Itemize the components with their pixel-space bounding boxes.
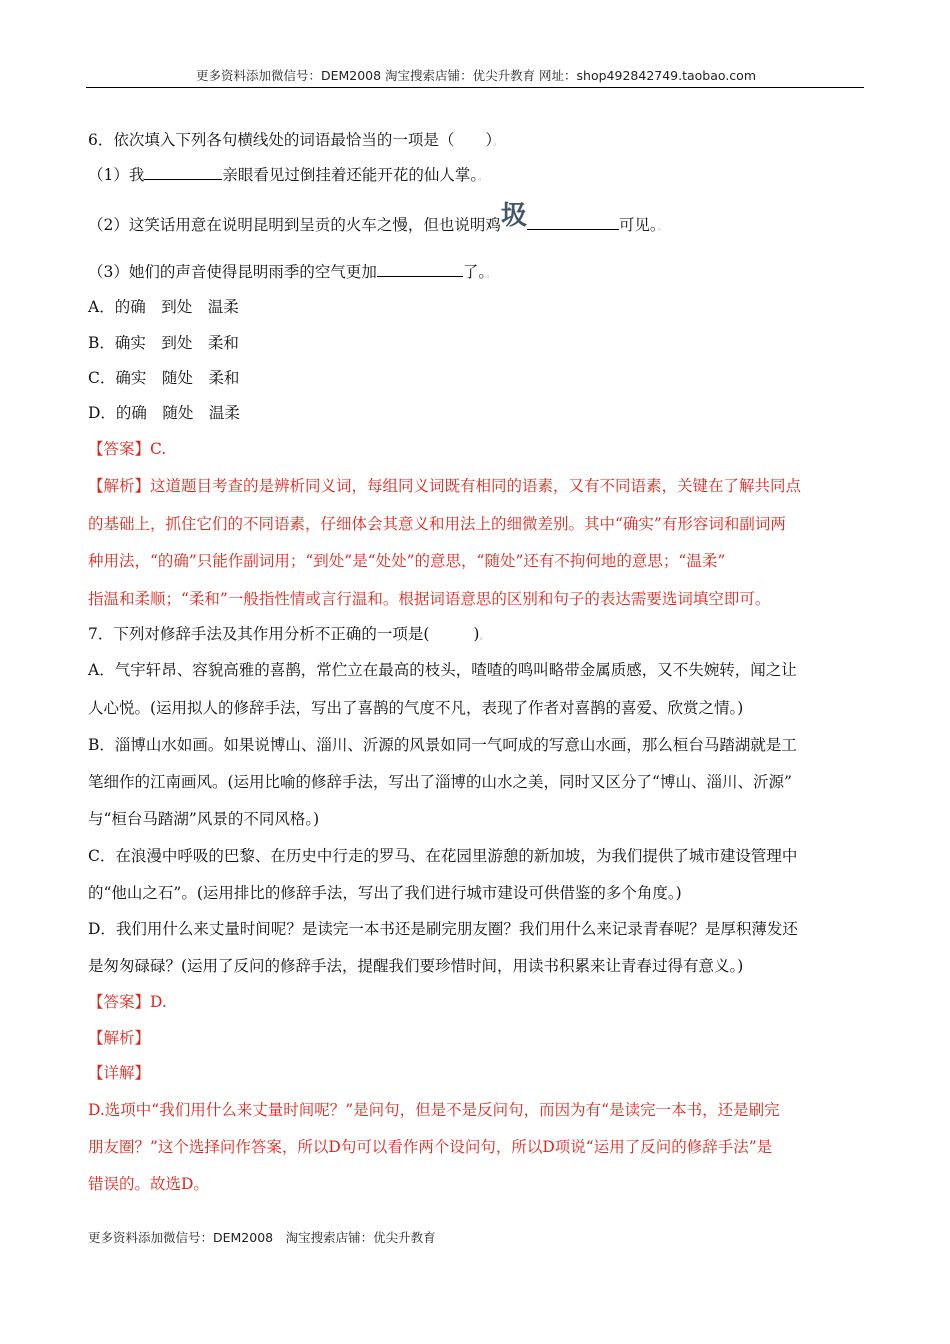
q6-analysis-line-2: 的基础上，抓住它们的不同语素，仔细体会其意义和用法上的细微差别。其中“确实”有形容词和副词两 — [88, 515, 786, 533]
q7-option-a-line-1: A．气宇轩昂、容貌高雅的喜鹊，常伫立在最高的枝头，喳喳的鸣叫略带金属质感，又不失婉转，闻之让 — [88, 661, 797, 679]
q6-s1-prefix: （1）我 — [88, 166, 145, 184]
q7-option-c-line-1: C．在浪漫中呼吸的巴黎、在历史中行走的罗马、在花园里游憩的新加坡，为我们提供了城市建设管理中 — [88, 847, 798, 865]
q6-option-b: B．确实 到处 柔和 — [88, 334, 239, 352]
q6-sentence-1: （1）我 亲眼看见过倒挂着还能开花的仙人掌。。 — [88, 166, 488, 184]
fill-blank-1 — [144, 165, 222, 180]
page-header: 更多资料添加微信号：DEM2008 淘宝搜索店铺：优尖升教育 网址：shop492842749.taobao.com — [195, 68, 757, 83]
q6-analysis-line-1: 【解析】这道题目考查的是辨析同义词，每组同义词既有相同的语素，又有不同语素，关键在了解共同点 — [88, 477, 802, 495]
q7-option-b-line-1: B．淄博山水如画。如果说博山、淄川、沂源的风景如同一气呵成的写意山水画，那么桓台马踏湖就是工 — [88, 736, 797, 754]
q6-analysis-line-3: 种用法，“的确”只能作副词用；“到处”是“处处”的意思，“随处”还有不拘何地的意思；“温柔” — [88, 552, 726, 570]
q6-s3-suffix: 了。 — [462, 263, 487, 281]
q6-s2-suffix: 可见。 — [618, 216, 658, 234]
fill-blank-2 — [527, 215, 619, 230]
q6-stem-text: 6．依次填入下列各句横线处的词语最恰当的一项是（ ） — [88, 131, 494, 149]
q7-option-c-line-2: 的“他山之石”。(运用排比的修辞手法，写出了我们进行城市建设可供借鉴的多个角度。) — [88, 884, 682, 902]
q7-detail-label: 【详解】 — [88, 1064, 151, 1082]
page-footer: 更多资料添加微信号：DEM2008 淘宝搜索店铺：优尖升教育 — [88, 1230, 436, 1245]
q6-s1-suffix: 亲眼看见过倒挂着还能开花的仙人掌。 — [222, 166, 479, 184]
q6-sentence-2: （2）这笑话用意在说明昆明到呈贡的火车之慢，但也说明鸡圾 可见。。 — [88, 201, 667, 234]
q7-option-b-line-2: 笔细作的江南画风。(运用比喻的修辞手法，写出了淄博的山水之美，同时又区分了“博山、淄川、沂源” — [88, 773, 792, 791]
q7-detail-line-3: 错误的。故选D。 — [88, 1175, 209, 1193]
q7-option-b-line-3: 与“桓台马踏湖”风景的不同风格。) — [88, 810, 320, 828]
q6-option-a: A．的确 到处 温柔 — [88, 298, 239, 316]
q7-answer: 【答案】D. — [88, 993, 167, 1011]
character-image: 圾 — [500, 201, 527, 231]
q7-stem-close: ) — [473, 625, 480, 643]
q6-s2-prefix: （2）这笑话用意在说明昆明到呈贡的火车之慢，但也说明鸡 — [88, 216, 501, 234]
q6-analysis-line-4: 指温和柔顺；“柔和”一般指性情或言行温和。根据词语意思的区别和句子的表达需要选词填空即可。 — [88, 590, 771, 608]
q7-detail-line-1: D.选项中“我们用什么来丈量时间呢？”是问句，但是不是反问句，而因为有“是读完一本书，还是刷完 — [88, 1101, 780, 1119]
q6-s3-prefix: （3）她们的声音使得昆明雨季的空气更加 — [88, 263, 377, 281]
q7-stem-text: 7．下列对修辞手法及其作用分析不正确的一项是( — [88, 625, 430, 643]
q6-sentence-3: （3）她们的声音使得昆明雨季的空气更加 了。。 — [88, 263, 496, 281]
header-divider — [86, 87, 864, 88]
fill-blank-3 — [377, 262, 463, 277]
q6-answer: 【答案】C. — [88, 440, 167, 458]
q6-stem: 6．依次填入下列各句横线处的词语最恰当的一项是（ ）。 — [88, 131, 503, 149]
q7-stem: 7．下列对修辞手法及其作用分析不正确的一项是( )。 — [88, 625, 489, 643]
q7-option-d-line-2: 是匆匆碌碌？(运用了反问的修辞手法，提醒我们要珍惜时间，用读书积累来让青春过得有意义。) — [88, 957, 744, 975]
q7-analysis-label: 【解析】 — [88, 1029, 151, 1047]
q7-detail-line-2: 朋友圈？”这个选择问作答案，所以D句可以看作两个设问句，所以D项说“运用了反问的修辞手法”是 — [88, 1138, 773, 1156]
q6-option-d: D．的确 随处 温柔 — [88, 404, 240, 422]
q6-option-c: C．确实 随处 柔和 — [88, 369, 240, 387]
q7-option-d-line-1: D．我们用什么来丈量时间呢？是读完一本书还是刷完朋友圈？我们用什么来记录青春呢？是厚积薄发还 — [88, 920, 798, 938]
q7-option-a-line-2: 人心悦。(运用拟人的修辞手法，写出了喜鹊的气度不凡，表现了作者对喜鹊的喜爱、欣赏之情。) — [88, 699, 744, 717]
